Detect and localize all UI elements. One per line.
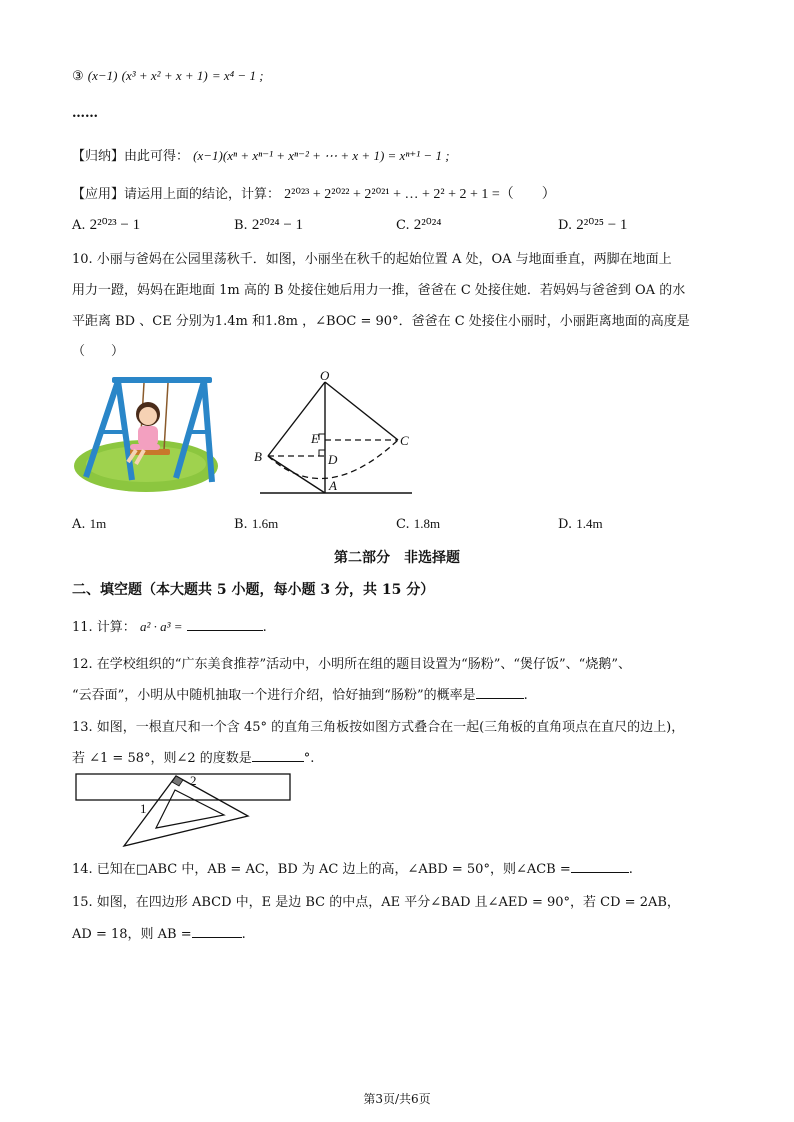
angle-label-1: 1 (140, 801, 147, 816)
swing-illustration (72, 372, 222, 497)
q14-text: 14. 已知在□ABC 中，AB = AC，BD 为 AC 边上的高，∠ABD = 50°，则∠ACB = (72, 862, 571, 877)
q9-option-d[interactable] (558, 215, 627, 234)
q15-tail: . (241, 927, 246, 942)
q15-line-2 (72, 923, 246, 942)
q9-option-a[interactable] (72, 215, 140, 234)
label-o: O (320, 368, 330, 383)
application-line (72, 183, 556, 203)
q9-option-c[interactable] (396, 215, 442, 234)
q13-line-1: 13. 如图，一根直尺和一个含 45° 的直角三角板按如图方式叠合在一起(三角板的直角项点在直尺的边上)， (72, 720, 685, 735)
label-d: D (328, 452, 338, 467)
label-a: A (329, 478, 337, 493)
q14-tail: . (628, 862, 633, 877)
option-value: 2²⁰²⁴ (413, 217, 442, 233)
section2-title: 二、填空题（本大题共 5 小题，每小题 3 分，共 15 分） (72, 582, 435, 598)
eq3-lhs-b: (x³ + x² + x + 1) (121, 68, 208, 83)
q11-answer-blank[interactable] (187, 618, 263, 631)
ruler-triangle-figure (70, 770, 300, 852)
q10-line-2: 用力一蹬，妈妈在距地面 1m 高的 B 处接住她后用力一推，爸爸在 C 处接住她．若妈妈与爸爸到 OA 的水 (72, 283, 686, 298)
part2-title: 第二部分 非选择题 (334, 550, 460, 566)
q15-text: AD = 18，则 AB = (72, 927, 192, 942)
q15-answer-blank[interactable] (192, 925, 242, 938)
swing-top-bar (112, 377, 212, 383)
swing-geometry-figure (250, 368, 420, 500)
ellipsis: …… (72, 106, 98, 121)
induction-tag: 【归纳】 (72, 149, 125, 164)
option-label: A. (72, 218, 86, 233)
q14-answer-blank[interactable] (571, 860, 629, 873)
label-c: C (400, 433, 409, 448)
q11-line: 11. 计算： a² · a³ = . (72, 619, 267, 635)
option-label: C. (396, 517, 410, 532)
option-value: 1m (89, 516, 107, 531)
triangle-inner (156, 790, 224, 828)
q13-answer-blank[interactable] (252, 749, 304, 762)
option-label: C. (396, 218, 410, 233)
q12-line-1: 12. 在学校组织的“广东美食推荐”活动中，小明所在组的题目设置为“肠粉”、“煲仔饭”、“烧鹅”、 (72, 657, 631, 672)
option-value: 1.4m (576, 516, 603, 531)
q12-tail: . (523, 688, 528, 703)
label-e: E (311, 431, 319, 446)
option-value: 2²⁰²⁴ − 1 (251, 217, 304, 233)
ruler (76, 774, 290, 800)
option-label: D. (558, 517, 573, 532)
option-value: 2²⁰²³ − 1 (89, 217, 141, 233)
q13-tail: °. (303, 751, 315, 766)
eq3-line (72, 68, 264, 84)
q13-text: 若 ∠1 = 58°，则∠2 的度数是 (72, 751, 252, 766)
q9-option-b[interactable] (234, 215, 303, 234)
application-tag: 【应用】 (72, 187, 125, 202)
q10-line-4: （ ） (72, 344, 125, 359)
q10-line-1: 10. 小丽与爸妈在公园里荡秋千．如图，小丽坐在秋千的起始位置 A 处，OA 与地面垂直，两脚在地面上 (72, 252, 672, 267)
line-oc (325, 382, 398, 440)
q12-line-2 (72, 684, 528, 703)
option-value: 2²⁰²⁵ − 1 (576, 217, 628, 233)
option-value: 1.6m (251, 516, 279, 531)
q10-option-d[interactable] (558, 516, 603, 532)
option-label: A. (72, 517, 86, 532)
application-text: 请运用上面的结论，计算： (124, 187, 281, 202)
q11-expr: a² · a³ = (139, 619, 183, 634)
q10-option-b[interactable] (234, 516, 278, 532)
q10-line-3: 平距离 BD 、CE 分别为1.4m 和1.8m ，∠BOC = 90°．爸爸在 C 处接住小丽时，小丽距离地面的高度是 (72, 314, 690, 329)
induction-text: 由此可得： (124, 149, 190, 164)
q15-line-1: 15. 如图，在四边形 ABCD 中，E 是边 BC 的中点，AE 平分∠BAD 且∠AED = 90°，若 CD = 2AB， (72, 895, 680, 910)
q12-answer-blank[interactable] (476, 686, 524, 699)
q11-prefix: 11. 计算： (72, 620, 136, 635)
option-label: D. (558, 218, 573, 233)
right-angle-mark (172, 776, 183, 786)
eq3-marker: ③ (72, 69, 84, 84)
application-formula: 2²⁰²³ + 2²⁰²² + 2²⁰²¹ + … + 2² + 2 + 1 =（ ） (284, 187, 556, 202)
label-b: B (254, 449, 262, 464)
option-label: B. (234, 218, 248, 233)
option-label: B. (234, 517, 248, 532)
option-value: 1.8m (413, 516, 441, 531)
q14-line (72, 858, 633, 877)
eq3-rhs: = x⁴ − 1 ; (211, 68, 264, 83)
q10-option-c[interactable] (396, 516, 440, 532)
q12-text: “云吞面”，小明从中随机抽取一个进行介绍，恰好抽到“肠粉”的概率是 (72, 688, 476, 703)
eq3-lhs-a: (x−1) (87, 68, 118, 83)
page-footer: 第3页/共6页 (363, 1092, 431, 1106)
q10-option-a[interactable] (72, 516, 106, 532)
induction-formula: (x−1)(xⁿ + xⁿ⁻¹ + xⁿ⁻² + ⋯ + x + 1) = xⁿ⁺¹ − 1 ; (193, 148, 450, 163)
q13-line-2 (72, 747, 314, 766)
induction-line (72, 145, 450, 164)
angle-label-2: 2 (190, 773, 197, 788)
